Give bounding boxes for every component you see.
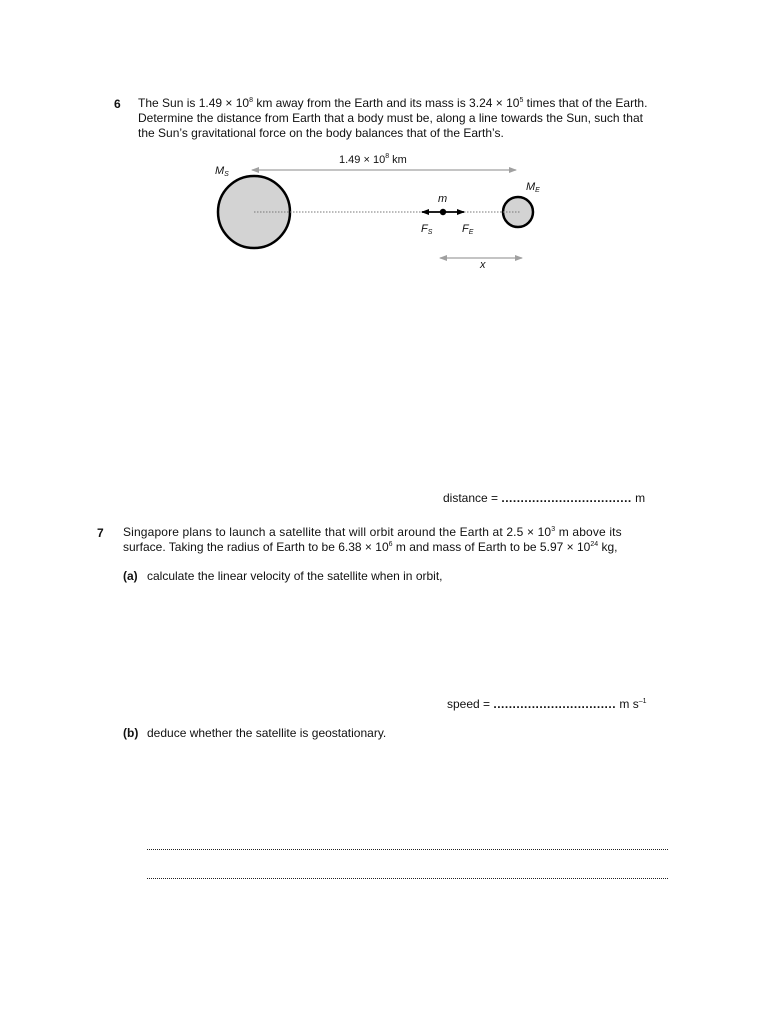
body-m-dot [440, 209, 446, 215]
sun-earth-diagram [0, 0, 768, 300]
question-6-line-1: The Sun is $1.49 \times 10^8$ km away from the Earth and its mass is $3.24 \times 10^5$ times that of the Earth. [138, 96, 648, 110]
body-mass-label: m [438, 193, 448, 205]
question-7-line-2: surface. Taking the radius of Earth to be $6.38 \times 10^6$ m and mass of Earth to be $5.97 \times 10^{24}$ kg, [123, 540, 618, 554]
distance-answer-line: distance = .................................. m [443, 491, 646, 505]
answer-writing-line-1[interactable] [147, 849, 668, 850]
x-label: x [480, 259, 486, 271]
force-earth-label: $F_E$ [462, 223, 474, 236]
part-a-label: (a) [123, 569, 138, 583]
sun-mass-label: $M_S$ [215, 165, 229, 178]
speed-answer-line: speed = ................................ m $s^{-1}$ [447, 697, 647, 711]
distance-label: $1.49 \times 10^8$ km [339, 153, 407, 166]
question-6-line-3: the Sun’s gravitational force on the body balances that of the Earth’s. [138, 126, 504, 140]
part-b-text: deduce whether the satellite is geostationary. [147, 726, 387, 740]
question-6-line-2: Determine the distance from Earth that a body must be, along a line towards the Sun, such that [138, 111, 643, 125]
distance-answer-blank[interactable]: .................................. [501, 491, 632, 505]
answer-writing-line-2[interactable] [147, 878, 668, 879]
question-7-line-1: Singapore plans to launch a satellite that will orbit around the Earth at $2.5 \times 10^3$ m above its [123, 525, 622, 539]
earth-mass-label: $M_E$ [526, 181, 540, 194]
part-a-text: calculate the linear velocity of the satellite when in orbit, [147, 569, 443, 583]
question-7-text [123, 525, 622, 555]
speed-answer-blank[interactable]: ................................ [493, 697, 617, 711]
question-7-number: 7 [97, 526, 104, 540]
force-sun-label: $F_S$ [421, 223, 433, 236]
part-b-label: (b) [123, 726, 139, 740]
question-6-number: 6 [114, 97, 121, 111]
